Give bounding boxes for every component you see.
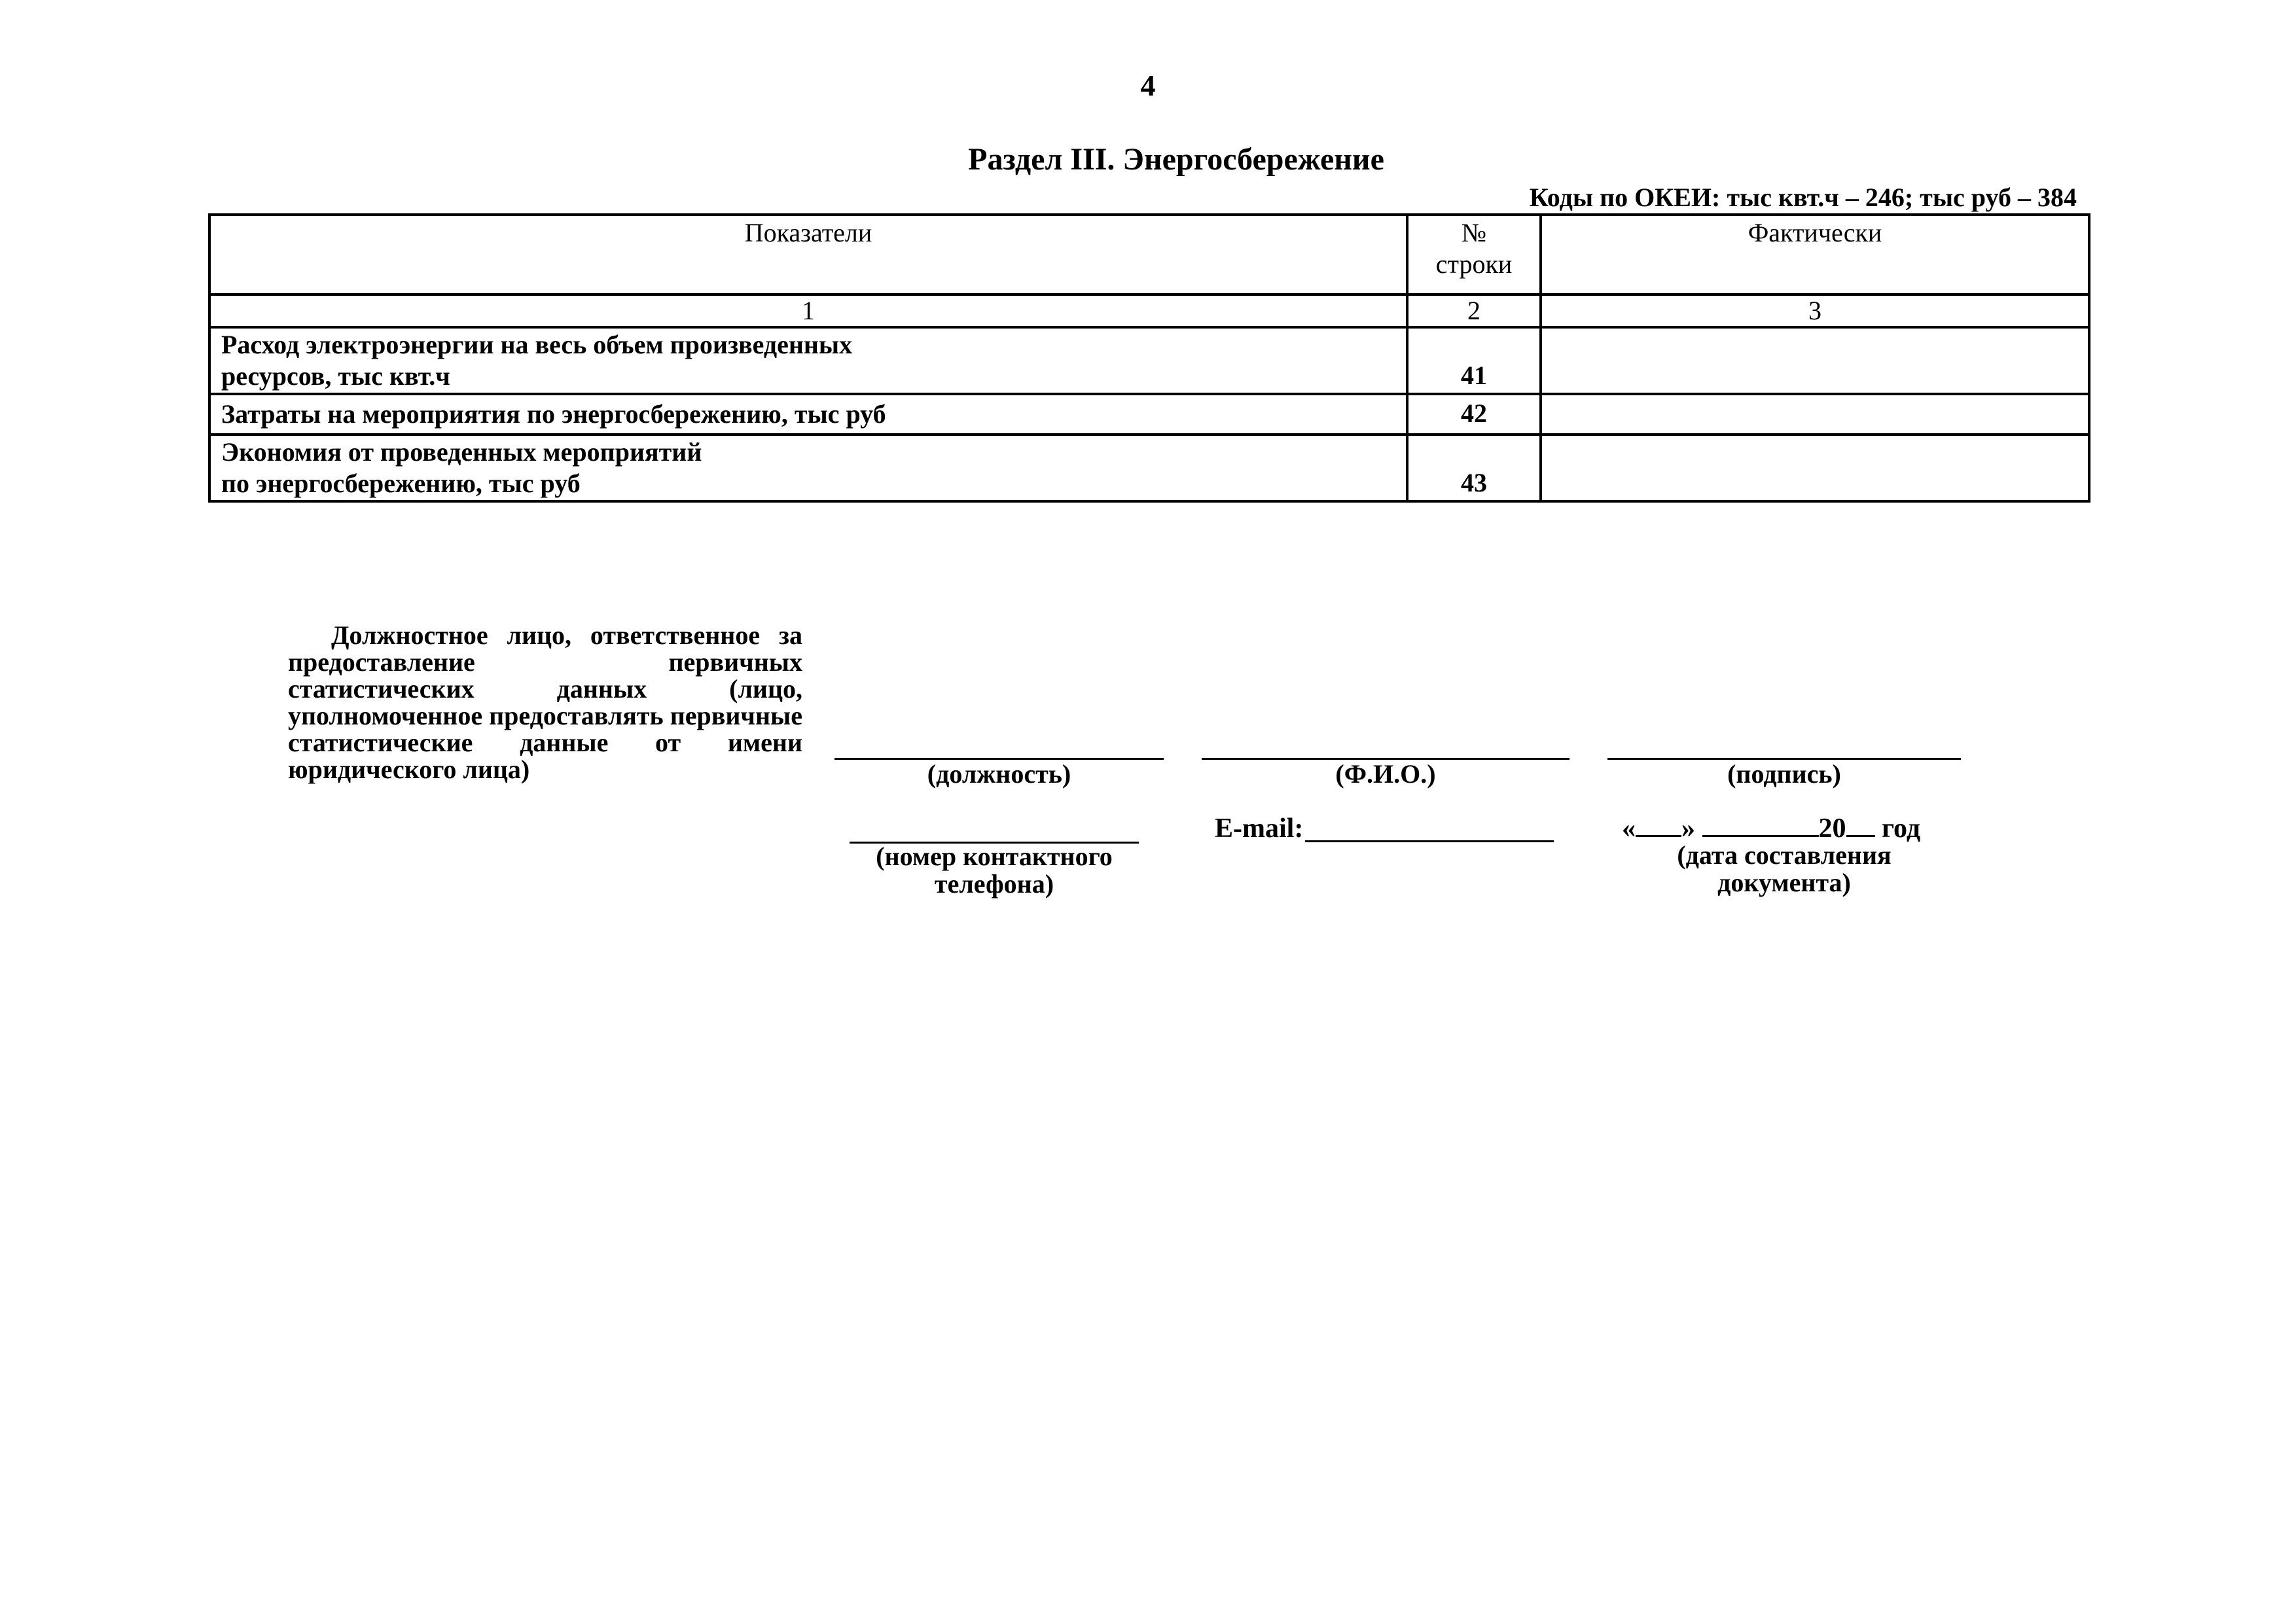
sign-caption: (подпись) [1727, 759, 1841, 789]
row-label [209, 394, 1407, 435]
date-day-blank[interactable] [1636, 813, 1681, 837]
row-label [209, 327, 1407, 394]
row-code: 43 [1407, 435, 1541, 501]
date-field[interactable] [1622, 813, 1920, 844]
table-row [209, 327, 2089, 394]
date-close-quote: » [1681, 813, 1695, 844]
header-indicators: Показатели [209, 215, 1407, 294]
okei-codes: Коды по ОКЕИ: тыс квт.ч – 246; тыс руб – 384 [1529, 183, 2077, 212]
column-number-row [209, 294, 2089, 327]
row-label-line: ресурсов, тыс квт.ч [221, 361, 450, 391]
table-header-row [209, 215, 2089, 294]
column-number-3: 3 [1541, 294, 2089, 327]
date-month-blank[interactable] [1702, 813, 1819, 837]
row-label [209, 435, 1407, 501]
row-label-line: по энергосбережению, тыс руб [221, 469, 581, 498]
header-line-number-sign: № [1461, 218, 1487, 247]
date-caption [1621, 842, 1948, 897]
column-number-1: 1 [209, 294, 1407, 327]
row-label-line: Расход электроэнергии на весь объем произведенных [221, 330, 853, 359]
date-caption-line: документа) [1717, 868, 1851, 897]
section-title: Раздел III. Энергосбережение [968, 142, 1384, 177]
phone-caption [850, 843, 1139, 898]
row-value-cell[interactable] [1541, 394, 2089, 435]
position-caption: (должность) [927, 759, 1071, 789]
date-year-suffix: год [1882, 813, 1921, 844]
row-code: 42 [1407, 394, 1541, 435]
page-number: 4 [1140, 69, 1156, 102]
energy-saving-table [208, 213, 2090, 503]
row-value-cell[interactable] [1541, 327, 2089, 394]
date-year-blank[interactable] [1846, 813, 1875, 837]
table-row [209, 435, 2089, 501]
row-value-cell[interactable] [1541, 435, 2089, 501]
responsible-official-text: Должностное лицо, ответственное за предоставление первичных статистических данных (лицо, уполномоченное предоставлять первичные статистические данные от имени юридического лица) [288, 620, 802, 784]
phone-caption-line: телефона) [934, 869, 1054, 899]
email-label: E-mail: [1215, 813, 1304, 844]
header-line-number-word: строки [1435, 249, 1513, 279]
row-code: 41 [1407, 327, 1541, 394]
date-caption-line: (дата составления [1677, 840, 1892, 870]
row-label-line: Затраты на мероприятия по энергосбережению, тыс руб [221, 399, 886, 429]
date-year-prefix: 20 [1818, 813, 1846, 844]
header-line-number [1407, 215, 1541, 294]
row-label-line: Экономия от проведенных мероприятий [221, 437, 702, 467]
column-number-2: 2 [1407, 294, 1541, 327]
email-line[interactable] [1305, 840, 1554, 842]
header-actual: Фактически [1541, 215, 2089, 294]
phone-caption-line: (номер контактного [876, 842, 1113, 871]
name-caption: (Ф.И.О.) [1335, 759, 1436, 789]
date-open-quote: « [1622, 813, 1636, 844]
table-row [209, 394, 2089, 435]
